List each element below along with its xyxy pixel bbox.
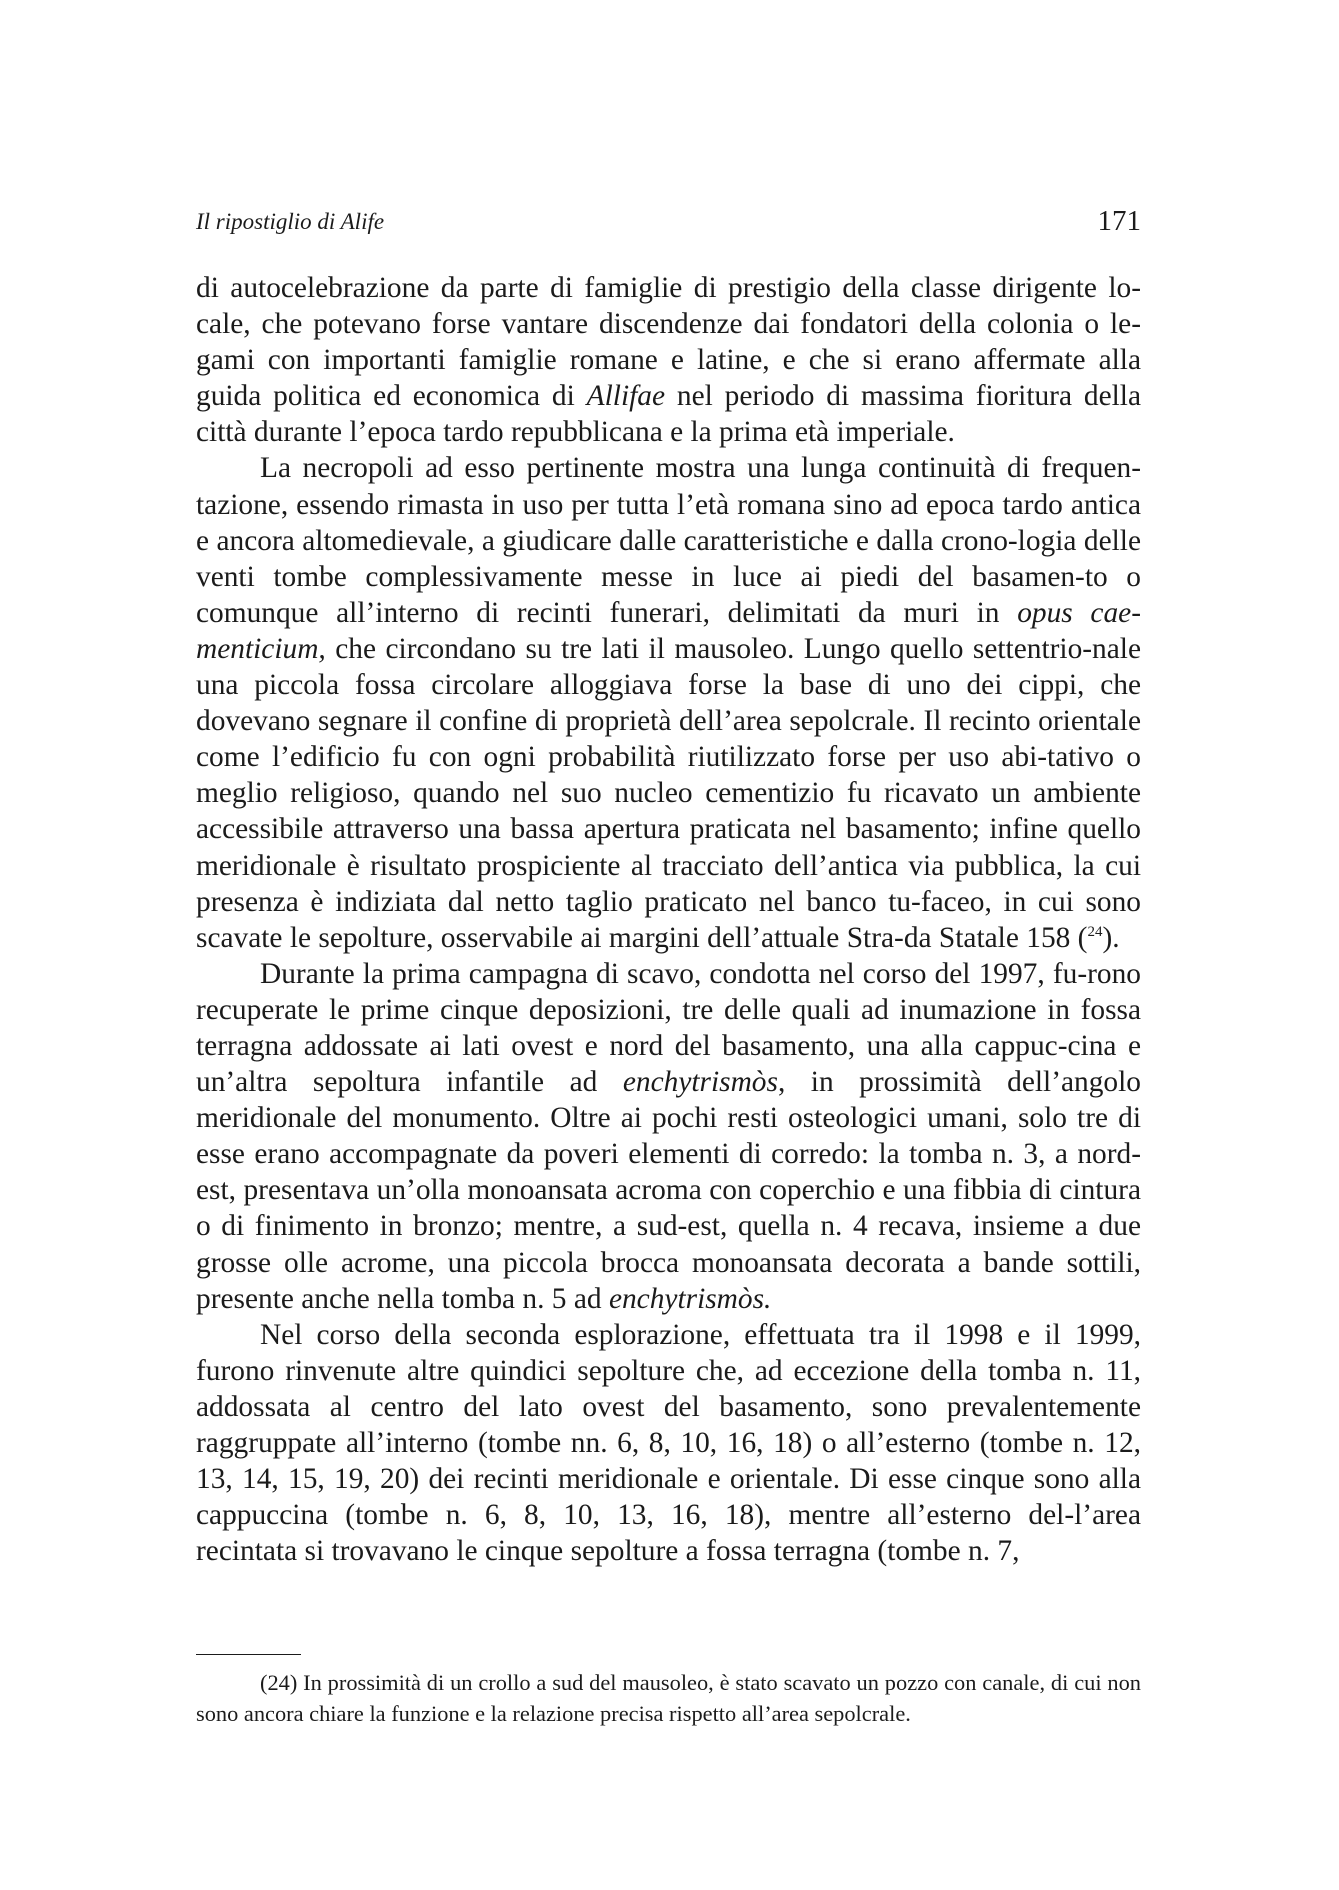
footnotes bbox=[196, 1667, 1141, 1729]
running-head bbox=[196, 205, 1141, 245]
running-title: Il ripostiglio di Alife bbox=[196, 209, 385, 234]
text-run: nel periodo di massima fioritura della città durante l’epoca tardo repubblicana e la prima età imperiale. bbox=[196, 380, 1141, 449]
footnote: (24) In prossimità di un crollo a sud del mausoleo, è stato scavato un pozzo con canale, di cui non sono ancora chiare la funzione e la relazione precisa rispetto all’area sepolcrale. bbox=[196, 1670, 1141, 1726]
text-run: , in prossimità dell’angolo meridionale del monumento. Oltre ai pochi resti osteologici umani, solo tre di esse erano accompagnate da poveri elementi di corredo: la tomba n. 3, a nord-est, presentava un’olla monoansata acroma con coperchio e una fibbia di cintura o di finimento in bronzo; mentre, a sud-est, quella n. 4 recava, insieme a due grosse olle acrome, una piccola brocca monoansata decorata a bande sottili, presente anche nella tomba n. 5 ad bbox=[196, 1066, 1141, 1315]
text-run: La necropoli ad esso pertinente mostra una lunga continuità di frequen-tazione, essendo rimasta in uso per tutta l’età romana sino ad epoca tardo antica e ancora altomedievale, a giudicare dalle caratteristiche e dalla crono-logia delle venti tombe complessivamente messe in luce ai piedi del basamen-to o comunque all’interno di recinti funerari, delimitati da muri in bbox=[196, 452, 1141, 629]
text-run: che circondano su tre lati il mausoleo. Lungo quello settentrio-nale una piccola fossa circolare alloggiava forse la base di uno dei cippi, che dovevano segnare il confine di proprietà dell’area sepolcrale. Il recinto orientale come l’edificio fu con ogni probabilità riutilizzato forse per uso abi-tativo o meglio religioso, quando nel suo nucleo cementizio fu ricavato un ambiente accessibile attraverso una bassa apertura praticata nel basamento; infine quello meridionale è risultato prospiciente al tracciato dell’antica via pubblica, la cui presenza è indiziata dal netto taglio praticato nel banco tu-faceo, in cui sono scavate le sepolture, osservabile ai margini dell’attuale Stra-da Statale 158 ( bbox=[196, 632, 1141, 954]
footnote-rule bbox=[196, 1654, 301, 1655]
paragraph bbox=[196, 450, 1141, 955]
text-run: di autocelebrazione da parte di famiglie di prestigio della classe dirigente lo-cale, che potevano forse vantare discendenze dai fondatori della colonia o le-gami con importanti famiglie romane e latine, e che si erano affermate alla guida politica ed economica di bbox=[196, 272, 1141, 413]
italic-term: enchytrismòs bbox=[622, 1066, 778, 1099]
paragraph bbox=[196, 1317, 1141, 1570]
italic-term: Allifae bbox=[586, 380, 666, 413]
text-run: Nel corso della seconda esplorazione, effettuata tra il 1998 e il 1999, furono rinvenute altre quindici sepolture che, ad eccezione della tomba n. 11, addossata al centro del lato ovest del basamento, sono prevalentemente raggruppate all’interno (tombe nn. 6, 8, 10, 16, 18) o all’esterno (tombe n. 12, 13, 14, 15, 19, 20) dei recinti meridionale e orientale. Di esse cinque sono alla cappuccina (tombe n. 6, 8, 10, 13, 16, 18), mentre all’esterno del-l’area recintata si trovavano le cinque sepolture a fossa terragna (tombe n. 7, bbox=[196, 1318, 1141, 1568]
page-number: 171 bbox=[1097, 205, 1141, 237]
italic-term: opus cae-menticium, bbox=[196, 596, 1141, 665]
body-text bbox=[196, 270, 1141, 1569]
footnote-reference: 24 bbox=[1087, 923, 1103, 940]
paragraph bbox=[196, 270, 1141, 450]
text-run: Durante la prima campagna di scavo, condotta nel corso del 1997, fu-rono recuperate le prime cinque deposizioni, tre delle quali ad inumazione in fossa terragna addossate ai lati ovest e nord del basamento, una alla cappuc-cina e un’altra sepoltura infantile ad bbox=[196, 957, 1141, 1099]
paragraph bbox=[196, 956, 1141, 1317]
italic-term: enchytrismòs. bbox=[608, 1282, 772, 1315]
text-run: ). bbox=[1102, 921, 1120, 954]
